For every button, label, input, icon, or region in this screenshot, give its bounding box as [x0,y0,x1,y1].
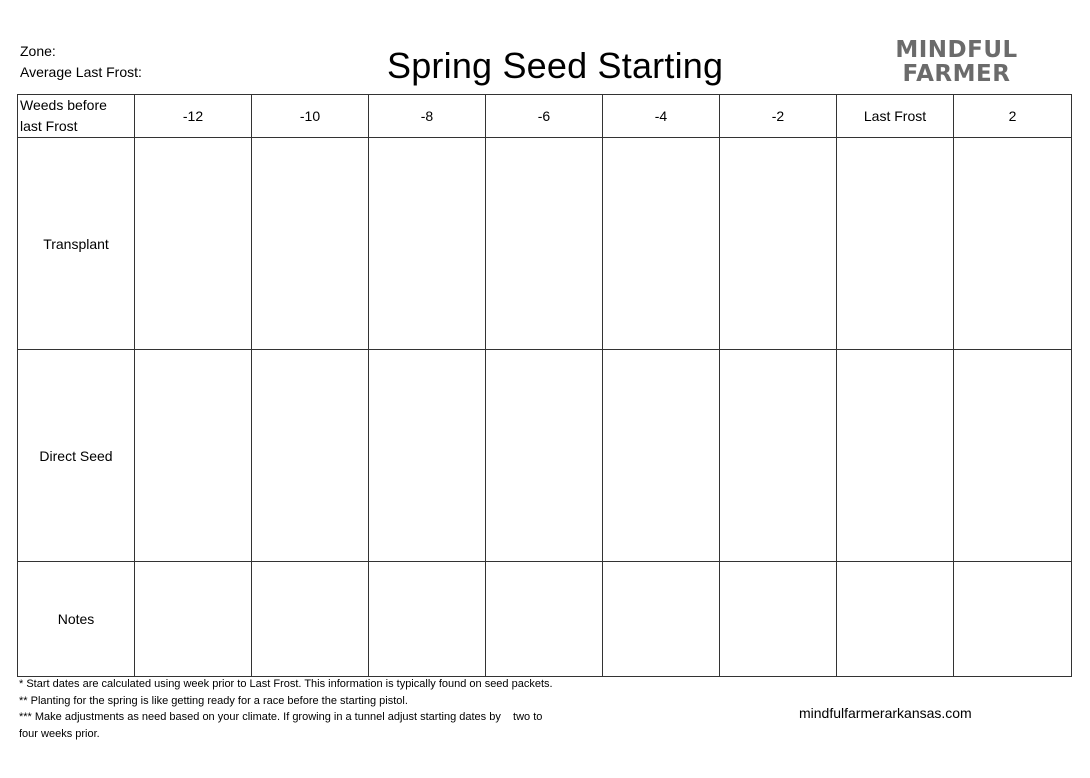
table-cell[interactable] [135,562,252,677]
column-header: -8 [369,95,486,138]
corner-header-line-2: last Frost [20,118,78,134]
table-cell[interactable] [486,138,603,350]
logo-line-1: MINDFUL [895,37,1018,63]
column-header: -10 [252,95,369,138]
zone-label: Zone: [20,43,56,59]
table-cell[interactable] [603,562,720,677]
page-title: Spring Seed Starting [387,45,724,86]
table-cell[interactable] [954,350,1072,562]
table-cell[interactable] [720,562,837,677]
zone-info [20,41,142,83]
logo-line-2: FARMER [902,61,1011,87]
table-cell[interactable] [252,138,369,350]
table-cell[interactable] [369,138,486,350]
column-header: -12 [135,95,252,138]
table-cell[interactable] [837,138,954,350]
footnote: ** Planting for the spring is like getting ready for a race before the starting pistol. [19,694,408,707]
website-url: mindfulfarmerarkansas.com [799,705,972,721]
table-cell[interactable] [837,350,954,562]
table-cell[interactable] [837,562,954,677]
table-cell[interactable] [603,350,720,562]
footnote: *** Make adjustments as need based on your climate. If growing in a tunnel adjust starting dates by two to [19,711,543,723]
table-cell[interactable] [369,562,486,677]
table-row-notes [18,562,1072,677]
column-header: -2 [720,95,837,138]
table-cell[interactable] [954,138,1072,350]
table-cell[interactable] [720,350,837,562]
table-cell[interactable] [720,138,837,350]
column-header: -4 [603,95,720,138]
corner-header-line-1: Weeds before [20,97,107,113]
table-cell[interactable] [954,562,1072,677]
table-cell[interactable] [486,350,603,562]
footnote: four weeks prior. [19,727,100,740]
table-cell[interactable] [486,562,603,677]
row-label: Direct Seed [18,350,135,562]
column-header: 2 [954,95,1072,138]
mindful-farmer-logo [888,38,1025,86]
column-header: Last Frost [837,95,954,138]
table-cell[interactable] [252,350,369,562]
seed-starting-table [17,94,1072,677]
header-row [18,95,1072,138]
table-row-transplant [18,138,1072,350]
average-last-frost-label: Average Last Frost: [20,64,142,80]
table-cell[interactable] [369,350,486,562]
table-cell[interactable] [135,350,252,562]
footnote: * Start dates are calculated using week prior to Last Frost. This information is typically found on seed packets. [19,678,553,690]
corner-header [18,95,135,138]
footnotes [19,676,619,742]
table-cell[interactable] [603,138,720,350]
table-cell[interactable] [252,562,369,677]
table-cell[interactable] [135,138,252,350]
row-label: Transplant [18,138,135,350]
column-header: -6 [486,95,603,138]
table-row-direct-seed [18,350,1072,562]
row-label: Notes [18,562,135,677]
